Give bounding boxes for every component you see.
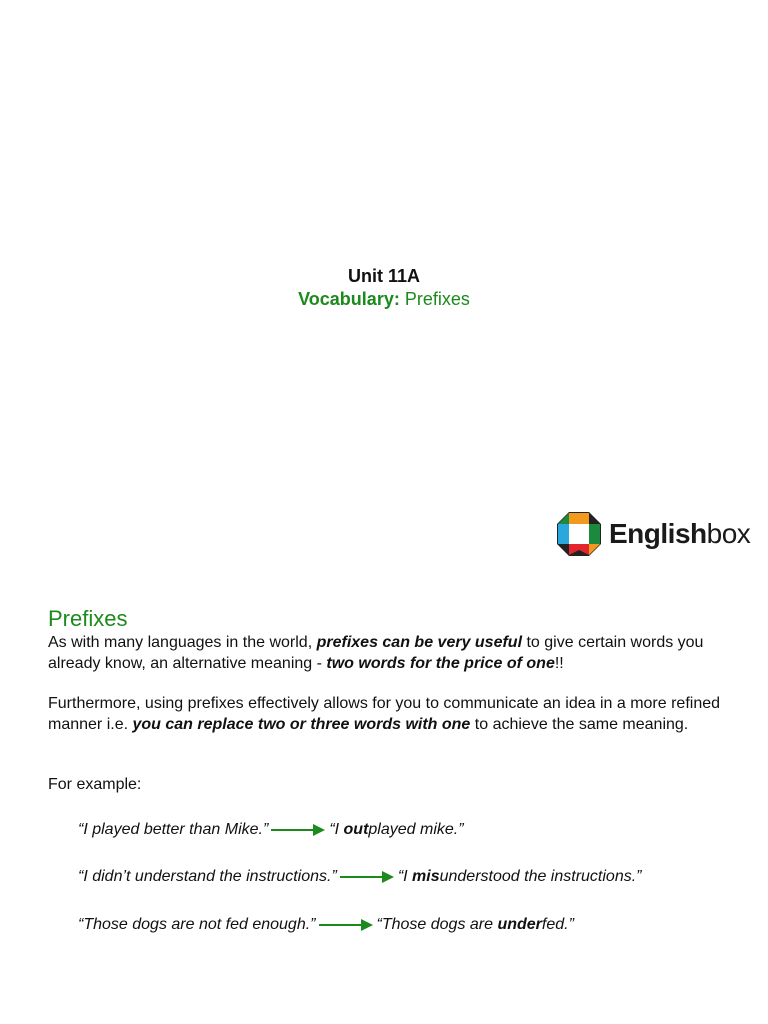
englishbox-logo [557,512,750,556]
emphasis: prefixes can be very useful [316,634,523,651]
section-heading: Prefixes [48,606,128,631]
example-before: “Those dogs are not fed enough.” [78,916,316,933]
example-row [78,866,642,888]
paragraph-intro [48,632,728,674]
text: Furthermore, using prefixes effectively allows for you to communicate an idea in a more refined manner i.e. [48,695,721,733]
arrow-right-icon [340,871,394,883]
text: to give certain words you already know, an alternative meaning - [48,634,704,672]
logo-text-light: box [706,518,751,549]
englishbox-logo-text [609,512,750,556]
vocabulary-label: Vocabulary: [298,289,400,309]
englishbox-logo-icon [557,512,601,556]
example-after [329,819,463,841]
emphasis: you can replace two or three words with one [132,716,471,733]
text: “I [329,821,344,838]
vocabulary-topic: Prefixes [404,289,470,309]
text: “Those dogs are [376,916,498,933]
text: understood the instructions.” [439,868,642,885]
unit-title: Unit 11A [347,266,421,286]
prefix: mis [412,868,440,885]
example-before: “I didn’t understand the instructions.” [78,868,337,885]
example-after [377,914,574,936]
text: fed.” [541,916,574,933]
text: to achieve the same meaning. [470,716,689,733]
text: “I [397,868,413,885]
example-row [78,914,574,936]
example-row [78,819,464,841]
example-after [398,866,642,888]
unit-subtitle [0,288,768,310]
text: !! [554,655,564,672]
arrow-right-icon [271,824,325,836]
emphasis: two words for the price of one [326,655,555,672]
prefix: out [343,821,369,838]
paragraph-furthermore [48,693,728,735]
example-before: “I played better than Mike.” [78,821,269,838]
logo-text-bold: English [609,518,707,549]
arrow-right-icon [319,919,373,931]
text: As with many languages in the world, [48,634,317,651]
paragraph-for-example: For example: [48,776,142,793]
text: played mike.” [368,821,464,838]
prefix: under [497,916,542,933]
